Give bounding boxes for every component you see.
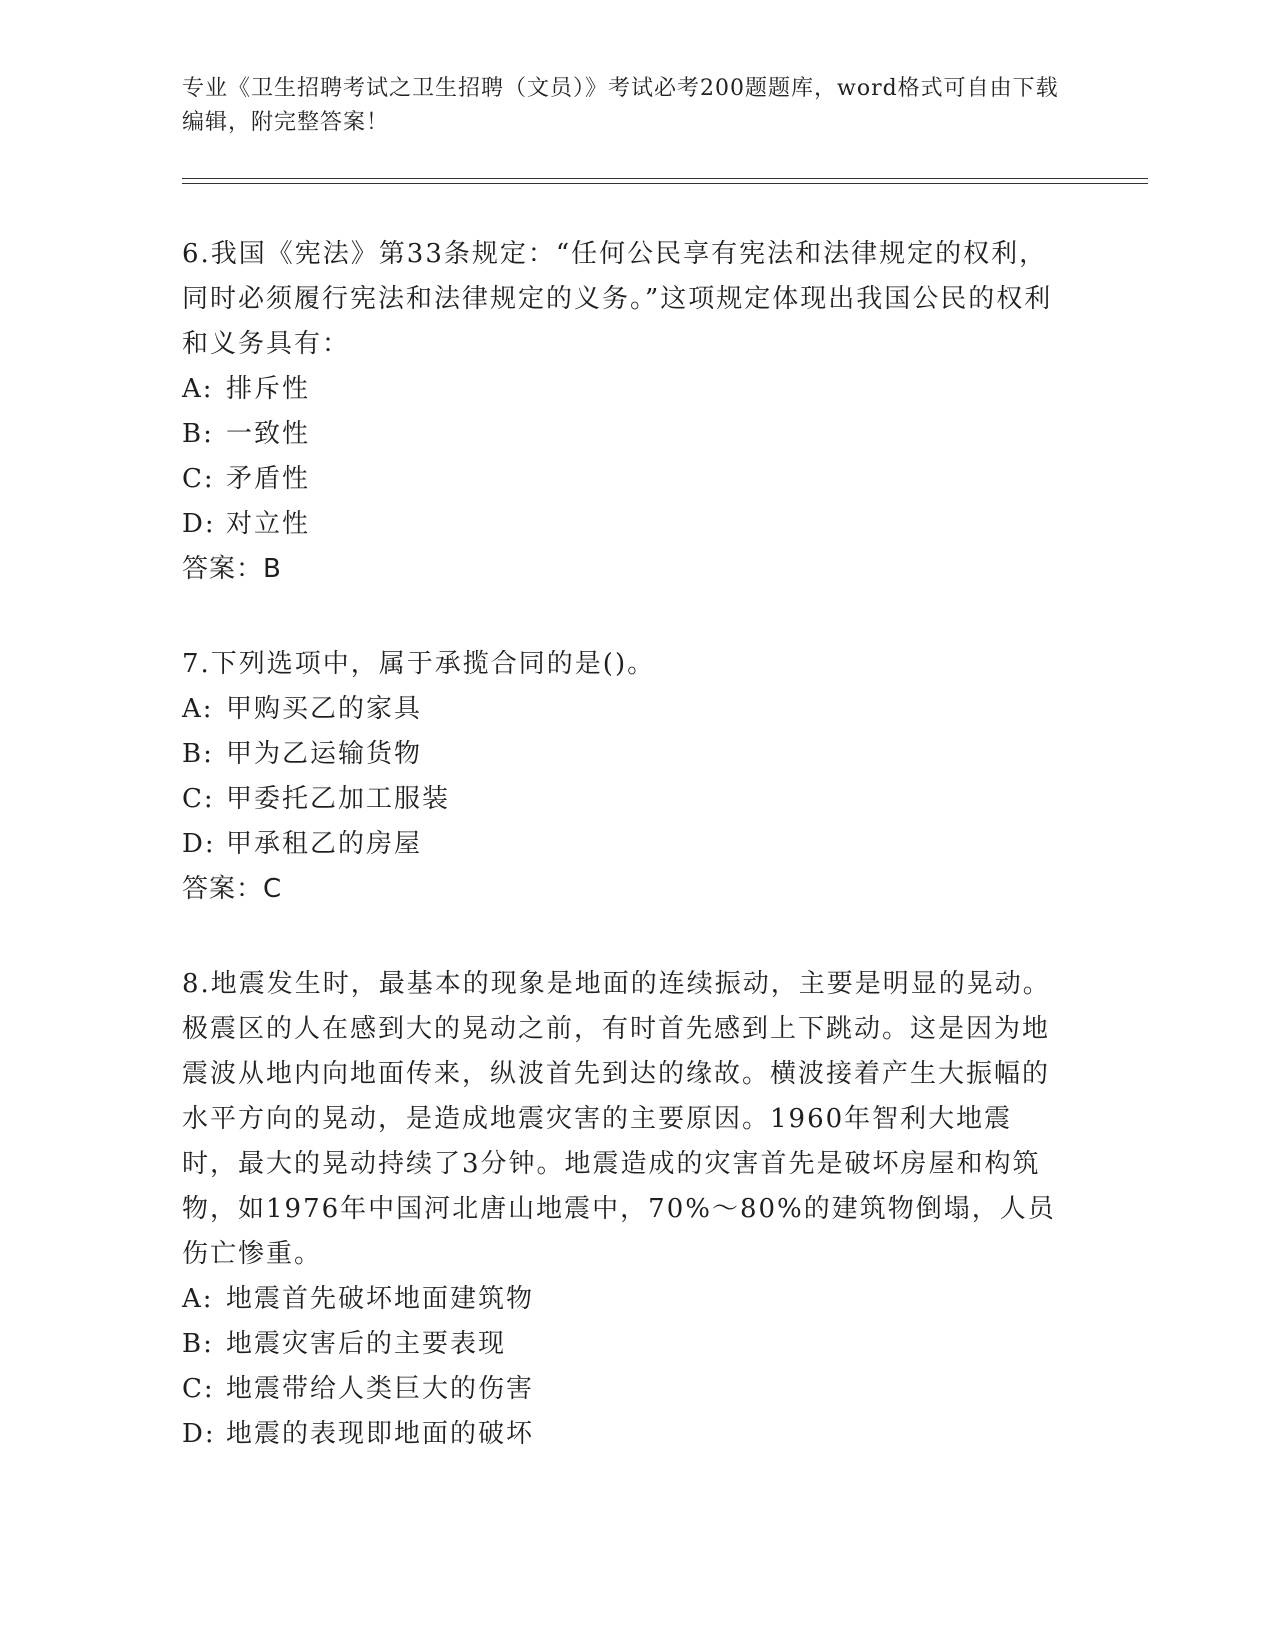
header-divider-top <box>182 178 1148 179</box>
option-text: 地震的表现即地面的破坏 <box>226 1419 535 1449</box>
question-block <box>182 232 1062 592</box>
option-a <box>182 367 1062 412</box>
option-letter: A: <box>182 694 214 724</box>
option-c <box>182 457 1062 502</box>
option-letter: B: <box>182 419 214 449</box>
question-block <box>182 642 1062 912</box>
option-letter: C: <box>182 464 215 494</box>
option-text: 一致性 <box>226 419 311 449</box>
answer-line: 答案：C <box>182 874 283 904</box>
option-letter: A: <box>182 1284 214 1314</box>
option-b <box>182 732 1062 777</box>
option-d <box>182 1412 1062 1457</box>
question-stem: 7.下列选项中，属于承揽合同的是()。 <box>182 649 656 679</box>
option-c <box>182 1367 1062 1412</box>
option-letter: D: <box>182 509 216 539</box>
document-header: 专业《卫生招聘考试之卫生招聘（文员）》考试必考200题题库，word格式可自由下载编辑，附完整答案！ <box>182 76 1059 135</box>
option-letter: A: <box>182 374 214 404</box>
option-text: 地震首先破坏地面建筑物 <box>226 1284 535 1314</box>
option-letter: B: <box>182 739 214 769</box>
option-text: 甲承租乙的房屋 <box>226 829 423 859</box>
option-text: 对立性 <box>226 509 311 539</box>
spacer <box>182 912 1062 962</box>
option-text: 地震灾害后的主要表现 <box>226 1329 507 1359</box>
option-letter: D: <box>182 829 216 859</box>
option-b <box>182 1322 1062 1367</box>
option-text: 甲为乙运输货物 <box>226 739 423 769</box>
option-letter: B: <box>182 1329 214 1359</box>
option-text: 甲购买乙的家具 <box>226 694 423 724</box>
option-d <box>182 502 1062 547</box>
option-d <box>182 822 1062 867</box>
option-a <box>182 1277 1062 1322</box>
question-block <box>182 962 1062 1457</box>
question-stem: 6.我国《宪法》第33条规定：“任何公民享有宪法和法律规定的权利，同时必须履行宪法和法律规定的义务。”这项规定体现出我国公民的权利和义务具有： <box>182 239 1053 359</box>
question-list <box>182 232 1062 1457</box>
option-letter: C: <box>182 1374 215 1404</box>
option-a <box>182 687 1062 732</box>
option-b <box>182 412 1062 457</box>
option-c <box>182 777 1062 822</box>
option-text: 矛盾性 <box>226 464 311 494</box>
option-letter: C: <box>182 784 215 814</box>
spacer <box>182 592 1062 642</box>
question-stem: 8.地震发生时，最基本的现象是地面的连续振动，主要是明显的晃动。极震区的人在感到大的晃动之前，有时首先感到上下跳动。这是因为地震波从地内向地面传来，纵波首先到达的缘故。横波接着产生大振幅的水平方向的晃动，是造成地震灾害的主要原因。1960年智利大地震时，最大的晃动持续了3分钟。地震造成的灾害首先是破坏房屋和构筑物，如1976年中国河北唐山地震中，70%～80%的建筑物倒塌，人员伤亡惨重。 <box>182 969 1056 1269</box>
option-text: 甲委托乙加工服装 <box>226 784 451 814</box>
header-divider-bottom <box>182 183 1148 184</box>
answer-line: 答案：B <box>182 554 282 584</box>
option-text: 地震带给人类巨大的伤害 <box>226 1374 535 1404</box>
option-letter: D: <box>182 1419 216 1449</box>
option-text: 排斥性 <box>226 374 311 404</box>
